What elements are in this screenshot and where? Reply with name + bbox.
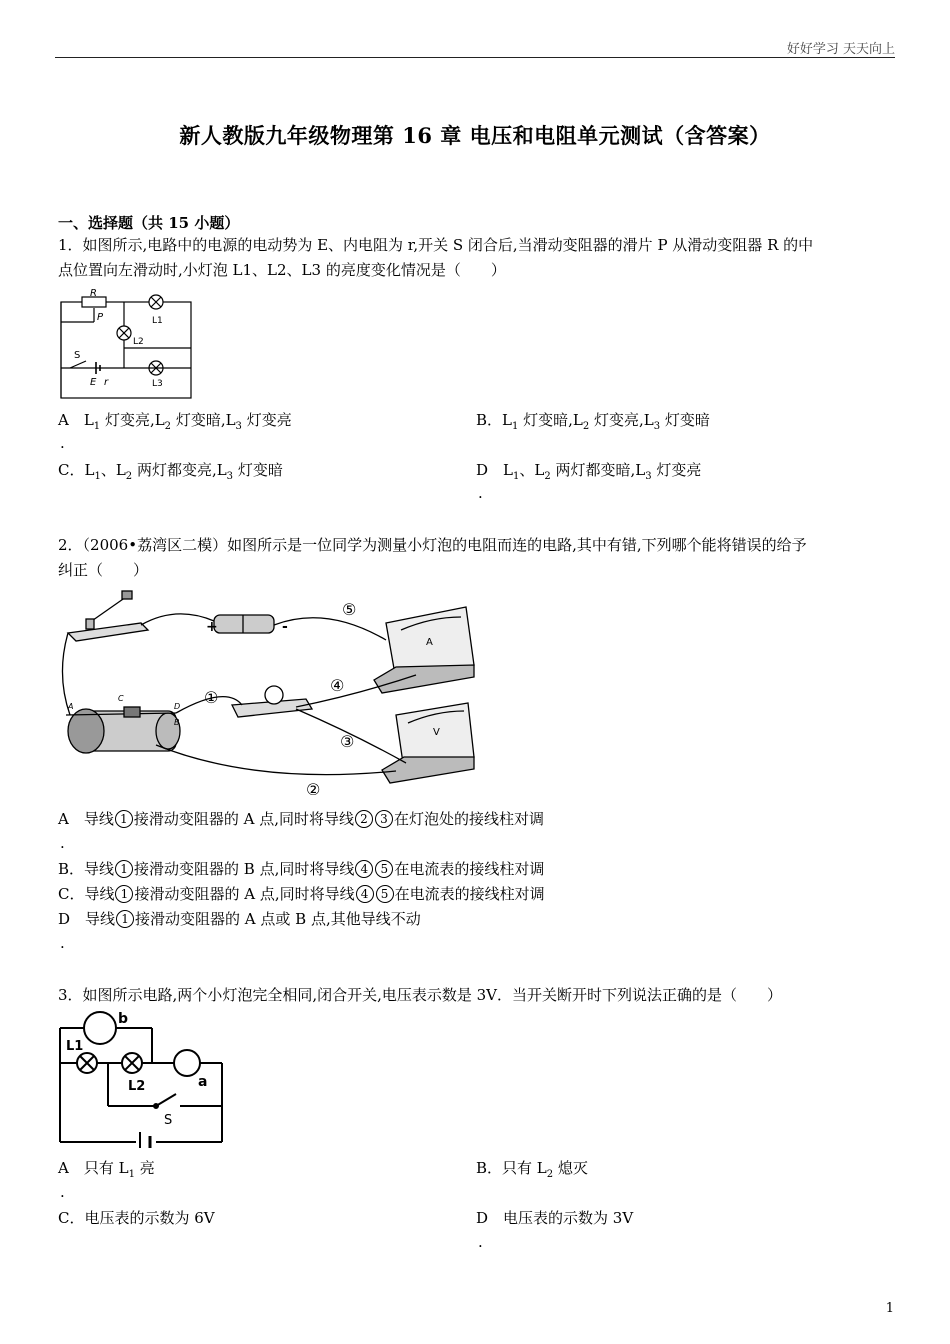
label-L2: L2 <box>133 337 144 347</box>
wire-1-label: ① <box>204 688 219 707</box>
q2-option-b[interactable]: B．导线 1 接滑动变阻器的 B 点,同时将导线 4 5 在电流表的接线柱对调 <box>58 860 545 878</box>
q3-option-a[interactable]: A 只有 $L_1$ 亮 <box>58 1159 155 1180</box>
q3-option-d-dot: . <box>478 1233 483 1251</box>
header-rule <box>55 57 895 58</box>
question-3-stem <box>58 983 888 1008</box>
label-S: S <box>74 350 81 361</box>
meter-b-label: b <box>118 1011 129 1027</box>
q2-option-a[interactable]: A 导线 1 接滑动变阻器的 A 点,同时将导线 2 3 在灯泡处的接线柱对调 <box>58 810 544 828</box>
q2-option-d[interactable]: D 导线 1 接滑动变阻器的 A 点或 B 点,其他导线不动 <box>58 910 421 928</box>
voltmeter-symbol: V <box>433 727 440 738</box>
q3-option-d[interactable]: D 电压表的示数为 3V <box>476 1209 634 1227</box>
ammeter-symbol: A <box>426 637 433 648</box>
question-1-line-2: 点位置向左滑动时,小灯泡 L1、L2、L3 的亮度变化情况是（ ） <box>58 261 506 279</box>
wire-5-label: ⑤ <box>342 600 357 619</box>
q1-option-b[interactable]: B．$L_1$ 灯变暗$,L_2$ 灯变亮$,L_3$ 灯变暗 <box>476 411 710 432</box>
lamp-l2-label: L2 <box>128 1079 146 1094</box>
label-R: R <box>90 288 97 299</box>
question-1-circuit-figure <box>56 286 196 404</box>
rheostat-point-d: D <box>174 702 181 711</box>
page-number: 1 <box>885 1301 894 1316</box>
question-3-line-1: 3．如图所示电路,两个小灯泡完全相同,闭合开关,电压表示数是 3V．当开关断开时下列说法正确的是（ ） <box>58 986 782 1004</box>
q1-option-a[interactable]: A $L_1$ 灯变亮$,L_2$ 灯变暗$,L_3$ 灯变亮 <box>58 411 292 432</box>
battery-plus: + <box>206 619 218 635</box>
q1-option-d-dot: . <box>478 484 483 502</box>
question-1-stem <box>58 233 888 283</box>
wire-2-label: ② <box>306 780 321 795</box>
q1-option-d[interactable]: D $L_1$、$L_2$ 两灯都变暗$,L_3$ 灯变亮 <box>476 461 702 482</box>
wire-4-label: ④ <box>330 676 345 695</box>
label-L3: L3 <box>152 379 163 389</box>
rheostat-point-b: B <box>174 718 180 727</box>
battery-minus: - <box>282 619 288 635</box>
q3-option-c[interactable]: C．电压表的示数为 6V <box>58 1209 215 1227</box>
rheostat-point-a: A <box>68 702 74 711</box>
question-2-line-2: 纠正（ ） <box>58 561 149 579</box>
q3-option-b[interactable]: B．只有 $L_2$ 熄灭 <box>476 1159 588 1180</box>
question-2-stem <box>58 533 888 583</box>
q2-option-d-dot: . <box>60 934 65 952</box>
question-1-line-1: 1．如图所示,电路中的电源的电动势为 E、内电阻为 r,开关 S 闭合后,当滑动变阻器的滑片 P 从滑动变阻器 R 的中 <box>58 236 814 254</box>
question-2-line-1: 2．（2006•荔湾区二模）如图所示是一位同学为测量小灯泡的电阻而连的电路,其中有错,下列哪个能将错误的给予 <box>58 536 807 554</box>
section-heading: 一、选择题（共 15 小题） <box>58 214 240 232</box>
wire-3-label: ③ <box>340 732 355 751</box>
question-3-circuit-figure <box>52 1008 227 1148</box>
label-P: P <box>97 312 104 323</box>
label-r: r <box>104 377 109 388</box>
page-title: 新人教版九年级物理第 16 章 电压和电阻单元测试（含答案） <box>179 123 771 148</box>
lamp-l1-label: L1 <box>66 1039 84 1054</box>
q1-option-a-dot: . <box>60 434 65 452</box>
rheostat-point-c: C <box>118 694 124 703</box>
q2-option-c[interactable]: C．导线 1 接滑动变阻器的 A 点,同时将导线 4 5 在电流表的接线柱对调 <box>58 885 545 903</box>
q3-option-a-dot: . <box>60 1183 65 1201</box>
label-L1: L1 <box>152 316 163 326</box>
question-2-apparatus-figure <box>56 585 486 795</box>
label-E: E <box>90 377 97 388</box>
q2-option-a-dot: . <box>60 834 65 852</box>
switch-s-label: S <box>164 1113 173 1128</box>
meter-a-label: a <box>198 1074 208 1090</box>
q1-option-c[interactable]: C．$L_1$、$L_2$ 两灯都变亮$,L_3$ 灯变暗 <box>58 461 283 482</box>
page-header: 好好学习 天天向上 <box>786 42 895 57</box>
